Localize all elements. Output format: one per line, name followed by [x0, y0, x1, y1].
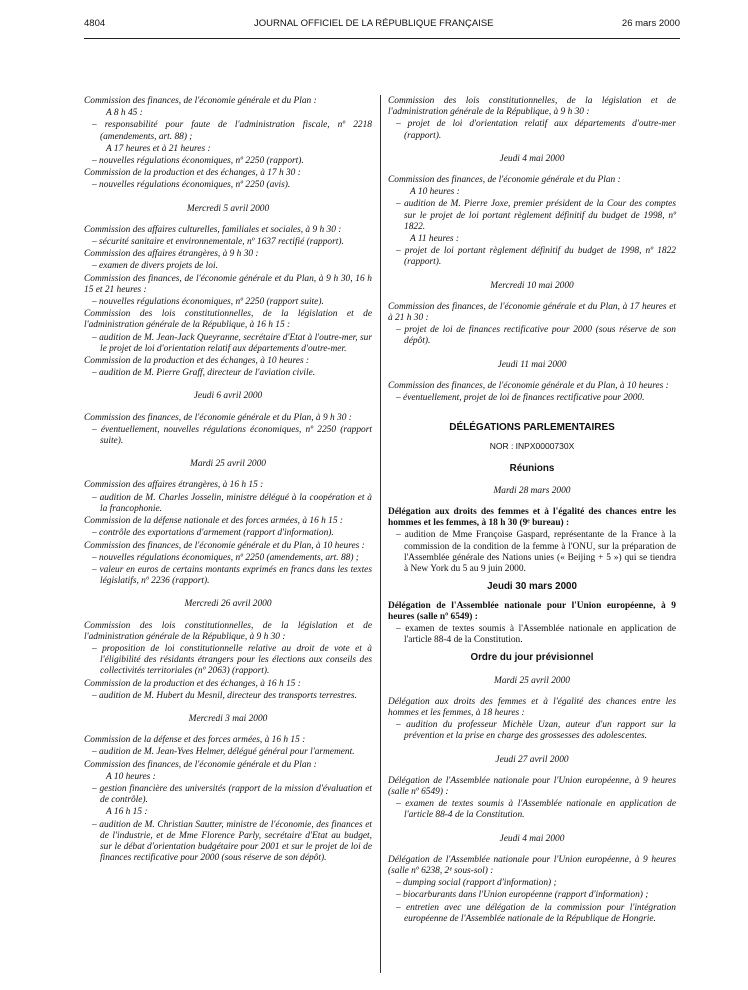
- date-heading: Jeudi 11 mai 2000: [497, 359, 567, 370]
- delegation-line: Délégation aux droits des femmes et à l'égalité des chances entre les hommes et les femmes, à 18 h 30 (9ᵉ bureau) :: [388, 507, 676, 529]
- agenda-item: – audition de Mme Françoise Gaspard, représentante de la France à la commission de la condition de la femme à l'ONU, sur la préparation de l'Assemblée générale des Nations unies (« Beijing + 5 ») qui se tiendra à New York du 5 au 9 juin 2000.: [396, 530, 676, 575]
- section-title: DÉLÉGATIONS PARLEMENTAIRES: [449, 422, 615, 434]
- agenda-item: – audition de M. Charles Josselin, ministre délégué à la coopération et à la francophonie.: [92, 492, 372, 514]
- page-number: 4804: [84, 18, 106, 29]
- date-heading: Jeudi 6 avril 2000: [193, 391, 263, 402]
- agenda-item: – audition de M. Christian Sautter, ministre de l'économie, des finances et de l'industrie, et de Mme Florence Parly, secrétaire d'Etat au budget, sur le débat d'orientation budgétaire pour 2001 et sur le projet de loi de finances rectificative pour 2000 (sous réserve de son dépôt).: [92, 819, 372, 864]
- agenda-item: – responsabilité pour faute de l'administration fiscale, nº 2218 (amendements, art. 88) ;: [92, 120, 372, 142]
- agenda-item: – projet de loi portant règlement définitif du budget de 1998, nº 1822 (rapport).: [396, 246, 676, 268]
- agenda-item: – valeur en euros de certains montants exprimés en francs dans les textes législatifs, nº 2236 (rapport).: [92, 564, 372, 587]
- agenda-item: – projet de loi d'orientation relatif aux départements d'outre-mer (rapport).: [396, 119, 676, 141]
- date-heading: Jeudi 4 mai 2000: [499, 833, 565, 844]
- agenda-item: – audition du professeur Michèle Uzan, auteur d'un rapport sur la prévention et la prise en charge des grossesses des adolescentes.: [396, 720, 676, 742]
- committee-line: Commission de la défense et des forces armées, à 16 h 15 :: [84, 735, 306, 746]
- date-heading: Mercredi 3 mai 2000: [188, 713, 268, 724]
- agenda-item: – audition de M. Pierre Joxe, premier président de la Cour des comptes sur le projet de loi portant règlement définitif du budget de 1998, nº 1822.: [396, 199, 676, 232]
- agenda-item: – contrôle des exportations d'armement (rapport d'information).: [92, 528, 334, 539]
- agenda-item: – proposition de loi constitutionnelle relative au droit de vote et à l'éligibilité des résidants étrangers pour les élections aux conseils des collectivités territoriales (nº 2063) (rapport).: [92, 643, 372, 677]
- date-heading: Mardi 25 avril 2000: [494, 675, 570, 686]
- date-heading: Mercredi 5 avril 2000: [186, 203, 270, 214]
- agenda-item: – projet de loi de finances rectificative pour 2000 (sous réserve de son dépôt).: [396, 325, 676, 347]
- date-heading: Mercredi 26 avril 2000: [184, 599, 272, 610]
- issue-date: 26 mars 2000: [621, 18, 680, 29]
- column-divider: [380, 95, 381, 973]
- agenda-item: – éventuellement, nouvelles régulations économiques, nº 2250 (rapport suite).: [92, 424, 372, 447]
- time-line: A 8 h 45 :: [106, 108, 143, 119]
- committee-line: Commission des finances, de l'économie générale et du Plan, à 9 h 30 :: [84, 412, 352, 423]
- subsection-heading: Réunions: [509, 462, 555, 474]
- committee-line: Commission des lois constitutionnelles, de la législation et de l'administration générale de la République, à 16 h 15 :: [84, 309, 372, 331]
- committee-line: Commission des finances, de l'économie générale et du Plan, à 17 heures et à 21 h 30 :: [388, 301, 676, 324]
- agenda-item: – examen de textes soumis à l'Assemblée nationale en application de l'article 88-4 de la Constitution.: [396, 623, 676, 646]
- committee-line: Commission des finances, de l'économie générale et du Plan, à 10 heures :: [84, 540, 365, 551]
- agenda-item: – éventuellement, projet de loi de finances rectificative pour 2000.: [396, 393, 645, 404]
- right-column: [388, 96, 676, 926]
- committee-line: Commission de la production et des échanges, à 16 h 15 :: [84, 678, 301, 689]
- committee-line: Commission de la production et des échanges, à 10 heures :: [84, 356, 310, 367]
- subsection-heading: Ordre du jour prévisionnel: [470, 652, 594, 664]
- committee-line: Commission de la défense nationale et des forces armées, à 16 h 15 :: [84, 516, 343, 527]
- agenda-item: – dumping social (rapport d'information) ;: [396, 878, 557, 889]
- committee-line: Commission des finances, de l'économie générale et du Plan :: [388, 175, 621, 186]
- committee-line: Délégation de l'Assemblée nationale pour l'Union européenne, à 9 heures (salle nº 6238, 2ᵉ sous-sol) :: [388, 854, 676, 876]
- agenda-item: – entretien avec une délégation de la commission pour l'intégration européenne de l'Assemblée nationale de la République de Hongrie.: [396, 902, 676, 924]
- agenda-item: – sécurité sanitaire et environnementale, nº 1637 rectifié (rapport).: [92, 237, 344, 248]
- header-rule: [84, 38, 680, 39]
- date-heading: Mardi 28 mars 2000: [493, 485, 571, 496]
- time-line: A 10 heures :: [106, 771, 156, 782]
- delegation-line: Délégation de l'Assemblée nationale pour l'Union européenne, à 9 heures (salle nº 6549) :: [388, 600, 676, 622]
- date-heading: Mardi 25 avril 2000: [190, 459, 266, 470]
- time-line: A 16 h 15 :: [106, 807, 148, 818]
- agenda-item: – gestion financière des universités (rapport de la mission d'évaluation et de contrôle).: [92, 783, 372, 806]
- committee-line: Délégation aux droits des femmes et à l'égalité des chances entre les hommes et les femmes, à 18 heures :: [388, 696, 676, 718]
- time-line: A 17 heures et à 21 heures :: [106, 143, 211, 154]
- agenda-item: – biocarburants dans l'Union européenne (rapport d'information) ;: [396, 890, 649, 901]
- agenda-item: – audition de M. Jean-Jack Queyranne, secrétaire d'Etat à l'outre-mer, sur le projet de loi d'orientation relatif aux départements d'outre-mer.: [92, 332, 372, 354]
- nor-reference: NOR : INPX0000730X: [489, 441, 575, 452]
- agenda-item: – nouvelles régulations économiques, nº 2250 (rapport).: [92, 156, 304, 167]
- agenda-item: – audition de M. Hubert du Mesnil, directeur des transports terrestres.: [92, 690, 357, 701]
- agenda-item: – audition de M. Jean-Yves Helmer, délégué général pour l'armement.: [92, 747, 355, 758]
- agenda-item: – nouvelles régulations économiques, nº 2250 (avis).: [92, 180, 291, 191]
- agenda-item: – nouvelles régulations économiques, nº 2250 (rapport suite).: [92, 297, 324, 308]
- page-header: [84, 18, 680, 32]
- journal-title: JOURNAL OFFICIEL DE LA RÉPUBLIQUE FRANÇAISE: [254, 18, 494, 29]
- committee-line: Commission de la production et des échanges, à 17 h 30 :: [84, 168, 301, 179]
- committee-line: Commission des finances, de l'économie générale et du Plan :: [84, 759, 317, 770]
- committee-line: Commission des lois constitutionnelles, de la législation et de l'administration générale de la République, à 9 h 30 :: [84, 620, 372, 642]
- agenda-item: – audition de M. Pierre Graff, directeur de l'aviation civile.: [92, 368, 316, 379]
- committee-line: Commission des finances, de l'économie générale et du Plan, à 10 heures :: [388, 380, 669, 391]
- committee-line: Commission des finances, de l'économie générale et du Plan :: [84, 96, 317, 106]
- date-heading: Jeudi 4 mai 2000: [499, 153, 565, 164]
- committee-line: Délégation de l'Assemblée nationale pour l'Union européenne, à 9 heures (salle nº 6549) :: [388, 775, 676, 797]
- time-line: A 11 heures :: [410, 234, 460, 245]
- committee-line: Commission des finances, de l'économie générale et du Plan, à 9 h 30, 16 h 15 et 21 heures :: [84, 273, 372, 295]
- time-line: A 10 heures :: [410, 187, 460, 198]
- committee-line: Commission des affaires culturelles, familiales et sociales, à 9 h 30 :: [84, 224, 342, 235]
- agenda-item: – examen de divers projets de loi.: [92, 261, 218, 272]
- committee-line: Commission des affaires étrangères, à 9 h 30 :: [84, 249, 259, 260]
- subsection-heading: Jeudi 30 mars 2000: [487, 581, 577, 593]
- left-column: [84, 96, 372, 865]
- date-heading: Mercredi 10 mai 2000: [490, 280, 574, 291]
- committee-line: Commission des affaires étrangères, à 16 h 15 :: [84, 480, 264, 491]
- agenda-item: – examen de textes soumis à l'Assemblée nationale en application de l'article 88-4 de la Constitution.: [396, 799, 676, 821]
- committee-line: Commission des lois constitutionnelles, de la législation et de l'administration générale de la République, à 9 h 30 :: [388, 96, 676, 118]
- date-heading: Jeudi 27 avril 2000: [495, 754, 569, 765]
- agenda-item: – nouvelles régulations économiques, nº 2250 (amendements, art. 88) ;: [92, 552, 359, 563]
